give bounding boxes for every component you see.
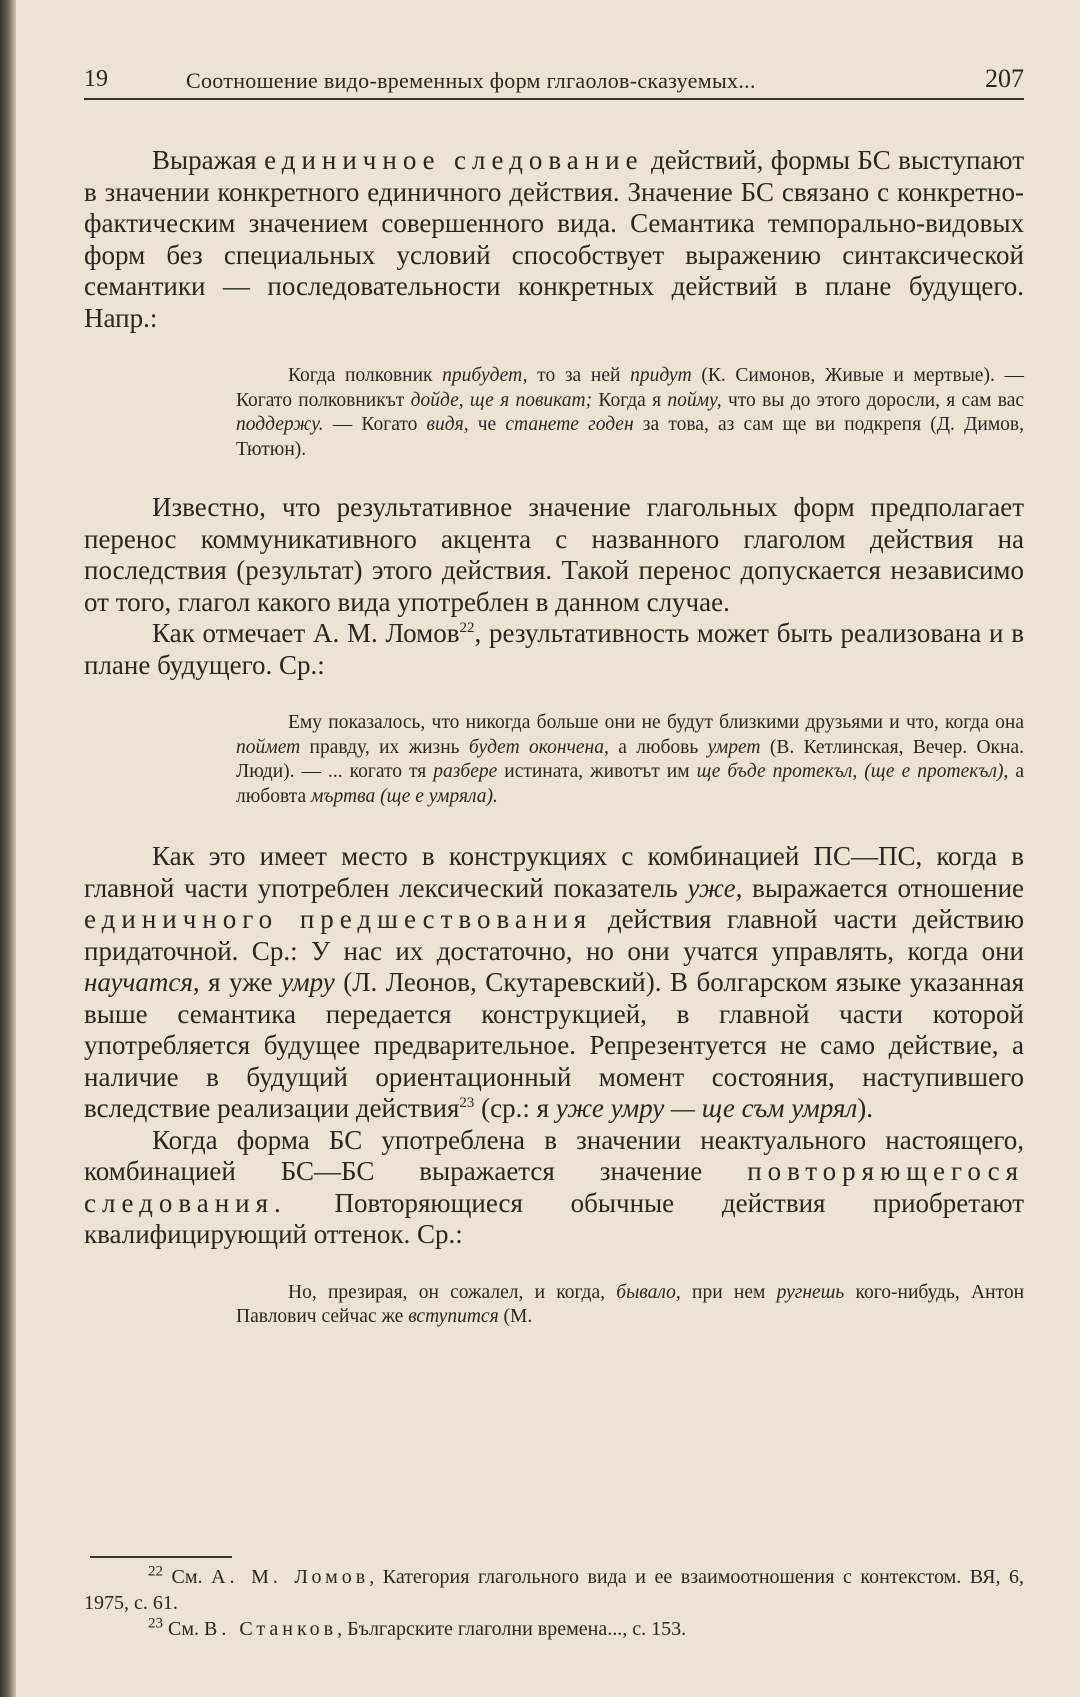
text-run: че: [468, 414, 506, 435]
text-run: Как это имеет место в конструкциях с комбинацией ПС—ПС, когда в главной части употреблен лексический показатель: [84, 841, 1024, 903]
paragraph-5: [84, 1125, 1024, 1251]
example-quote-1: [236, 364, 1024, 462]
chapter-number: 19: [84, 66, 108, 92]
text-run: (К. Симонов, Живые и мертвые). — Когато полковникът: [236, 365, 1024, 411]
text-run: выражается отношение: [742, 872, 1025, 903]
italic-verb: будет окончена,: [468, 736, 609, 758]
text-run: правду, их жизнь: [300, 736, 469, 758]
text-run: а любовь: [608, 736, 708, 758]
page-number: 207: [985, 64, 1024, 93]
text-run: Повторяющиеся обычные действия приобретают квалифицирующий оттенок. Ср.:: [84, 1187, 1024, 1249]
example-quote-2: [236, 711, 1024, 809]
spaced-term: повторяющегося следования.: [84, 1156, 1024, 1218]
italic-verb: поддержу.: [236, 414, 324, 435]
text-run: кого-нибудь, Антон Павлович сейчас же: [236, 1281, 1025, 1327]
text-run: (В. Кетлинская, Вечер. Окна. Люди). — ... когато тя: [236, 736, 1024, 782]
text-run: (ср.: я: [474, 1093, 556, 1123]
text-run: ).: [857, 1093, 873, 1123]
italic-word: уже умру — ще съм умрял: [555, 1093, 858, 1123]
text-run: а любовта: [236, 761, 1024, 807]
text-run: , результативность может быть реализована и в плане будущего. Ср.:: [84, 618, 1024, 680]
footnote-ref: 23: [459, 1095, 475, 1111]
spaced-term: единичного предшествования: [84, 904, 593, 934]
italic-word: умру: [281, 967, 335, 997]
footnote-rule: [90, 1556, 232, 1558]
paragraph-1: [84, 145, 1024, 334]
main-text: [84, 145, 1024, 1330]
text-run: (М.: [498, 1306, 533, 1327]
text-run: Как отмечает А. М. Ломов: [152, 618, 460, 648]
italic-verb: поймет: [236, 736, 301, 758]
italic-verb: мъртва (ще е умряла).: [310, 785, 498, 807]
footnote-23: [84, 1616, 1024, 1642]
text-run: См.: [163, 1566, 212, 1588]
footnote-mark: 22: [148, 1563, 163, 1580]
italic-verb: видя,: [426, 414, 469, 435]
text-run: Но, презирая, он сожалел, и когда,: [288, 1281, 617, 1303]
italic-verb: придут: [630, 365, 692, 386]
footnote-author: А. М. Ломов: [211, 1566, 370, 1588]
text-run: Когда форма БС употреблена в значении неактуального настоящего, комбинацией БС—БС выражается значение: [84, 1124, 1024, 1186]
text-run: Когда полковник: [288, 365, 443, 386]
italic-word: уже,: [687, 872, 743, 903]
running-head: [84, 62, 1024, 100]
italic-verb: дойде, ще я повикат;: [410, 389, 593, 411]
footnotes: [84, 1556, 1024, 1642]
paragraph-2: Известно, что результативное значение глагольных форм предполагает перенос коммуникативного акцента с названного глаголом действия на последствия (результат) этого действия. Такой перенос допускается независимо от того, глагол какого вида употреблен в данном случае.: [84, 492, 1024, 617]
italic-verb: пойму,: [667, 389, 722, 411]
paragraph-4: [84, 841, 1024, 1125]
text-run: истината, животът им: [497, 761, 697, 782]
italic-verb: вступится: [408, 1306, 499, 1327]
text-run: , Категория глагольного вида и ее взаимоотношения с контекстом. ВЯ, 6, 1975, с. 61.: [84, 1566, 1025, 1614]
footnote-author: В. Станков: [204, 1618, 338, 1640]
text-run: действий, формы БС выступают в значении конкретного единичного действия. Значение БС связано с конкретно-фактическим значением совершенного вида. Семантика темпорально-видовых форм без специальных условий способствует выражению синтаксической семантики — последовательности конкретных действий в плане будущего. Напр.:: [84, 145, 1024, 333]
text-run: См.: [163, 1618, 204, 1640]
text-run: (Л. Леонов, Скутаревский). В болгарском языке указанная выше семантика передается конструкцией, в главной части которой употребляется будущее предварительное. Репрезентуется не само действие, а наличие в будущий ориентационный момент состояния, наступившего вследствие реализации действия: [84, 967, 1024, 1123]
footnote-ref: 22: [459, 620, 475, 636]
text-run: я уже: [199, 967, 282, 997]
italic-verb: умрет: [707, 736, 761, 758]
text-run: Когда я: [592, 389, 668, 411]
text-run: — Когато: [323, 414, 427, 435]
italic-verb: ще бъде протекъл, (ще е протекъл),: [696, 761, 1009, 782]
running-title: Соотношение видо-временных форм глгаолов-сказуемых...: [186, 68, 756, 93]
book-spine-shadow: [0, 0, 16, 1697]
italic-verb: бывало,: [616, 1281, 681, 1303]
text-run: Ему показалось, что никогда больше они не будут близкими друзьями и что, когда она: [288, 712, 1024, 733]
text-run: , Българските глаголни времена..., с. 153.: [337, 1618, 687, 1640]
footnote-22: [84, 1564, 1024, 1616]
italic-verb: разбере: [433, 761, 498, 782]
paragraph-3: [84, 618, 1024, 681]
text-run: за това, аз сам ще ви подкрепя (Д. Димов, Тютюн).: [236, 414, 1024, 460]
text-run: действия главной части действию придаточной. Ср.: У нас их достаточно, но они учатся управлять, когда они: [84, 904, 1024, 966]
text-run: то за ней: [527, 365, 631, 386]
footnote-mark: 23: [148, 1615, 163, 1632]
italic-verb: ругнешь: [776, 1281, 845, 1303]
italic-verb: прибудет,: [442, 365, 528, 386]
text-run: что вы до этого доросли, я сам вас: [721, 389, 1025, 411]
spaced-term: единичное следование: [264, 145, 644, 175]
text-run: Выражая: [152, 145, 265, 175]
italic-word: научатся,: [84, 967, 200, 997]
example-quote-3: [236, 1281, 1024, 1330]
text-run: при нем: [680, 1281, 777, 1303]
italic-verb: станете годен: [505, 414, 634, 435]
